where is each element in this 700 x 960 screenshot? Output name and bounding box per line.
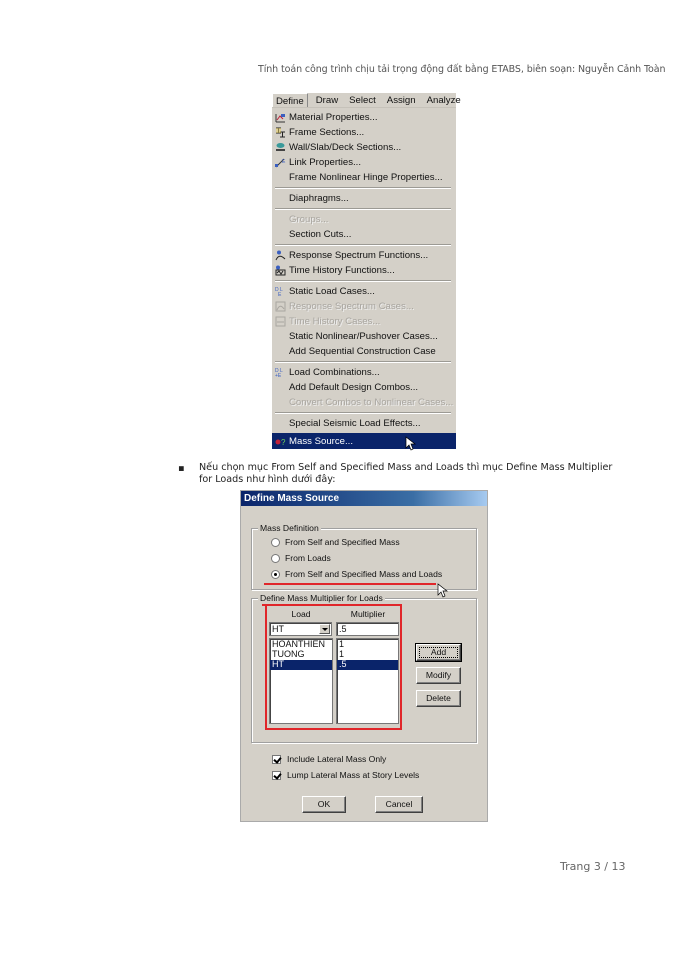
menu-separator <box>275 280 451 282</box>
annotation-red-box <box>265 604 402 730</box>
menubar-select[interactable]: Select <box>349 95 376 106</box>
menu-separator <box>275 361 451 363</box>
menu-item-link-properties[interactable]: E Link Properties... <box>272 155 456 170</box>
checkbox-include-lateral-mass-only[interactable]: Include Lateral Mass Only <box>272 754 386 764</box>
time-history-cases-icon <box>275 316 286 327</box>
menu-item-material-properties[interactable]: Material Properties... <box>272 110 456 125</box>
mass-definition-title: Mass Definition <box>260 523 319 533</box>
menu-item-groups: Groups... <box>289 214 329 225</box>
load-combinations-icon <box>275 367 286 378</box>
checkbox[interactable] <box>272 755 281 764</box>
menu-item-static-load-cases[interactable]: D L E Static Load Cases... <box>275 286 375 297</box>
menu-item-mass-source[interactable]: ? Mass Source... <box>272 433 456 449</box>
menu-item-frame-sections[interactable]: Frame Sections... <box>272 125 456 140</box>
radio-button[interactable] <box>271 538 280 547</box>
radio-from-loads[interactable]: From Loads <box>271 553 331 563</box>
menubar <box>272 93 461 108</box>
checkbox[interactable] <box>272 771 281 780</box>
list-item[interactable]: HOANTHIEN <box>272 639 326 649</box>
svg-text:?: ? <box>281 437 286 447</box>
menu-item-response-spectrum-cases: Response Spectrum Cases... <box>272 299 456 314</box>
cancel-button[interactable]: Cancel <box>375 796 423 813</box>
menu-item-special-seismic-load-effects[interactable]: Special Seismic Load Effects... <box>289 418 421 429</box>
menu-item-load-combinations[interactable]: D L +E Load Combinations... <box>275 367 380 378</box>
radio-from-self-specified-mass-and-loads[interactable]: From Self and Specified Mass and Loads <box>271 569 442 579</box>
list-item-selected[interactable]: HT <box>270 660 332 670</box>
ok-button[interactable]: OK <box>302 796 346 813</box>
frame-sections-icon <box>275 127 286 138</box>
define-menu <box>272 93 461 449</box>
dialog-title: Define Mass Source <box>241 491 487 506</box>
svg-text:E: E <box>278 292 282 297</box>
menu-item-static-nonlinear-pushover[interactable]: Static Nonlinear/Pushover Cases... <box>289 331 438 342</box>
response-spectrum-functions-icon <box>275 250 286 261</box>
svg-text:+E: +E <box>275 373 282 378</box>
list-item[interactable]: 1 <box>339 639 345 649</box>
menubar-analyze[interactable]: Analyze <box>426 95 461 106</box>
material-properties-icon <box>275 112 286 123</box>
menu-separator <box>275 412 451 414</box>
mouse-cursor-icon <box>438 584 450 600</box>
list-item[interactable]: TUONG <box>272 649 305 659</box>
menu-item-convert-combos: Convert Combos to Nonlinear Cases... <box>289 397 454 408</box>
modify-button[interactable]: Modify <box>416 667 461 684</box>
list-item-selected[interactable]: .5 <box>337 660 398 670</box>
time-history-functions-icon <box>275 265 286 276</box>
menu-item-time-history-cases: Time History Cases... <box>272 314 456 329</box>
mass-multiplier-title: Define Mass Multiplier for Loads <box>260 593 383 603</box>
response-spectrum-cases-icon <box>275 301 286 312</box>
paragraph-text: Nếu chọn mục From Self and Specified Mass and Loads thì mục Define Mass Multiplier for Loads như hình dưới đây: <box>199 462 613 485</box>
menubar-draw[interactable]: Draw <box>315 95 339 106</box>
mouse-cursor-icon <box>406 437 416 451</box>
bullet-marker: ▪ <box>178 463 185 474</box>
multiplier-column-header: Multiplier <box>350 609 386 619</box>
page-number: Trang 3 / 13 <box>560 860 626 873</box>
menu-item-response-spectrum-functions[interactable]: Response Spectrum Functions... <box>272 248 456 263</box>
load-combo[interactable]: HT <box>269 622 332 636</box>
menu-item-diaphragms[interactable]: Diaphragms... <box>289 193 349 204</box>
wall-slab-deck-icon <box>275 142 286 153</box>
radio-button[interactable] <box>271 554 280 563</box>
checkbox-lump-lateral-mass[interactable]: Lump Lateral Mass at Story Levels <box>272 770 419 780</box>
link-properties-icon <box>275 157 286 168</box>
menu-item-section-cuts[interactable]: Section Cuts... <box>289 229 352 240</box>
document-header: Tính toán công trình chịu tải trọng động đất bằng ETABS, biên soạn: Nguyễn Cảnh Toàn <box>258 64 666 75</box>
svg-text:E: E <box>282 159 286 165</box>
svg-text:L: L <box>280 368 283 374</box>
annotation-red-underline <box>264 583 436 585</box>
menu-item-add-default-design-combos[interactable]: Add Default Design Combos... <box>289 382 419 393</box>
radio-from-self-specified-mass[interactable]: From Self and Specified Mass <box>271 537 400 547</box>
menu-item-add-sequential-construction[interactable]: Add Sequential Construction Case <box>289 346 436 357</box>
menu-item-frame-nonlinear-hinge[interactable]: Frame Nonlinear Hinge Properties... <box>289 172 443 183</box>
menu-separator <box>275 187 451 189</box>
menubar-assign[interactable]: Assign <box>386 95 416 106</box>
radio-button-checked[interactable] <box>271 570 280 579</box>
static-load-cases-icon <box>275 286 286 297</box>
add-button[interactable]: Add <box>416 644 461 661</box>
menu-separator <box>275 244 451 246</box>
load-column-header: Load <box>291 609 311 619</box>
menu-item-wall-slab-deck-sections[interactable]: Wall/Slab/Deck Sections... <box>272 140 456 155</box>
menu-separator <box>275 208 451 210</box>
menu-item-time-history-functions[interactable]: Time History Functions... <box>272 263 456 278</box>
list-item[interactable]: 1 <box>339 649 345 659</box>
menubar-define[interactable]: Define <box>272 93 308 107</box>
delete-button[interactable]: Delete <box>416 690 461 707</box>
svg-text:D: D <box>275 368 279 374</box>
mass-source-icon <box>275 436 286 447</box>
multiplier-input[interactable]: .5 <box>336 622 399 636</box>
svg-text:L: L <box>280 287 283 293</box>
svg-text:D: D <box>275 287 279 293</box>
